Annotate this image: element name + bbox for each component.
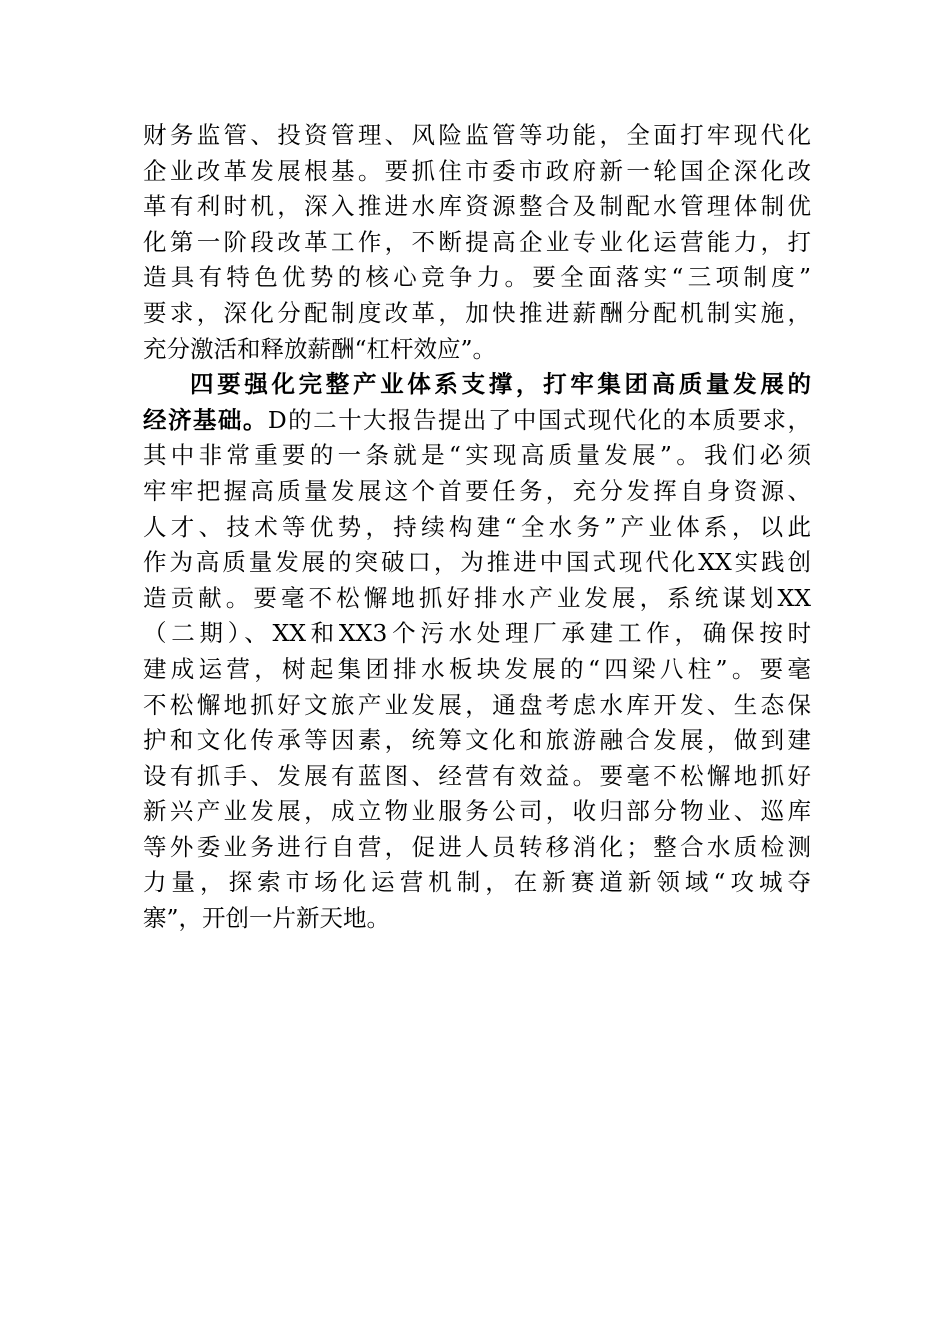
paragraph-line: 牢牢把握高质量发展这个首要任务，充分发挥自身资源、	[143, 476, 811, 505]
paragraph-line: 力量，探索市场化运营机制，在新赛道新领域“攻城夺	[143, 868, 811, 897]
paragraph-line: 设有抓手、发展有蓝图、经营有效益。要毫不松懈地抓好	[143, 761, 811, 790]
paragraph-line: 不松懈地抓好文旅产业发展，通盘考虑水库开发、生态保	[143, 690, 811, 719]
paragraph-line: 要求，深化分配制度改革，加快推进薪酬分配机制实施，	[143, 298, 811, 327]
section-heading-end: 经济基础。	[143, 405, 268, 434]
paragraph-line: 造贡献。要毫不松懈地抓好排水产业发展，系统谋划XX	[143, 583, 811, 612]
paragraph-line: 造具有特色优势的核心竞争力。要全面落实“三项制度”	[143, 263, 811, 292]
paragraph-line: 企业改革发展根基。要抓住市委市政府新一轮国企深化改	[143, 156, 811, 185]
paragraph-line: 建成运营，树起集团排水板块发展的“四梁八柱”。要毫	[143, 654, 811, 683]
paragraph-line: 作为高质量发展的突破口，为推进中国式现代化XX实践创	[143, 548, 811, 577]
paragraph-1	[143, 118, 811, 367]
paragraph-line: 充分激活和释放薪酬“杠杆效应”。	[143, 334, 497, 363]
paragraph-line: 化第一阶段改革工作，不断提高企业专业化运营能力，打	[143, 227, 811, 256]
paragraph-line: 寨”，开创一片新天地。	[143, 904, 391, 933]
paragraph-line	[143, 403, 811, 439]
paragraph-line: 护和文化传承等因素，统筹文化和旅游融合发展，做到建	[143, 726, 811, 755]
section-heading: 四要强化完整产业体系支撑，打牢集团高质量发展的	[190, 370, 811, 399]
paragraph-2	[143, 367, 811, 937]
document-body	[143, 118, 811, 937]
paragraph-line: 等外委业务进行自营，促进人员转移消化；整合水质检测	[143, 832, 811, 861]
paragraph-line: 革有利时机，深入推进水库资源整合及制配水管理体制优	[143, 192, 811, 221]
paragraph-line: （二期）、XX和XX3个污水处理厂承建工作，确保按时	[143, 619, 811, 648]
paragraph-line: 财务监管、投资管理、风险监管等功能，全面打牢现代化	[143, 121, 811, 149]
paragraph-line: 其中非常重要的一条就是“实现高质量发展”。我们必须	[143, 441, 811, 470]
paragraph-line: 人才、技术等优势，持续构建“全水务”产业体系，以此	[143, 512, 811, 541]
paragraph-line: 新兴产业发展，成立物业服务公司，收归部分物业、巡库	[143, 797, 811, 826]
paragraph-text: D的二十大报告提出了中国式现代化的本质要求，	[267, 405, 812, 434]
